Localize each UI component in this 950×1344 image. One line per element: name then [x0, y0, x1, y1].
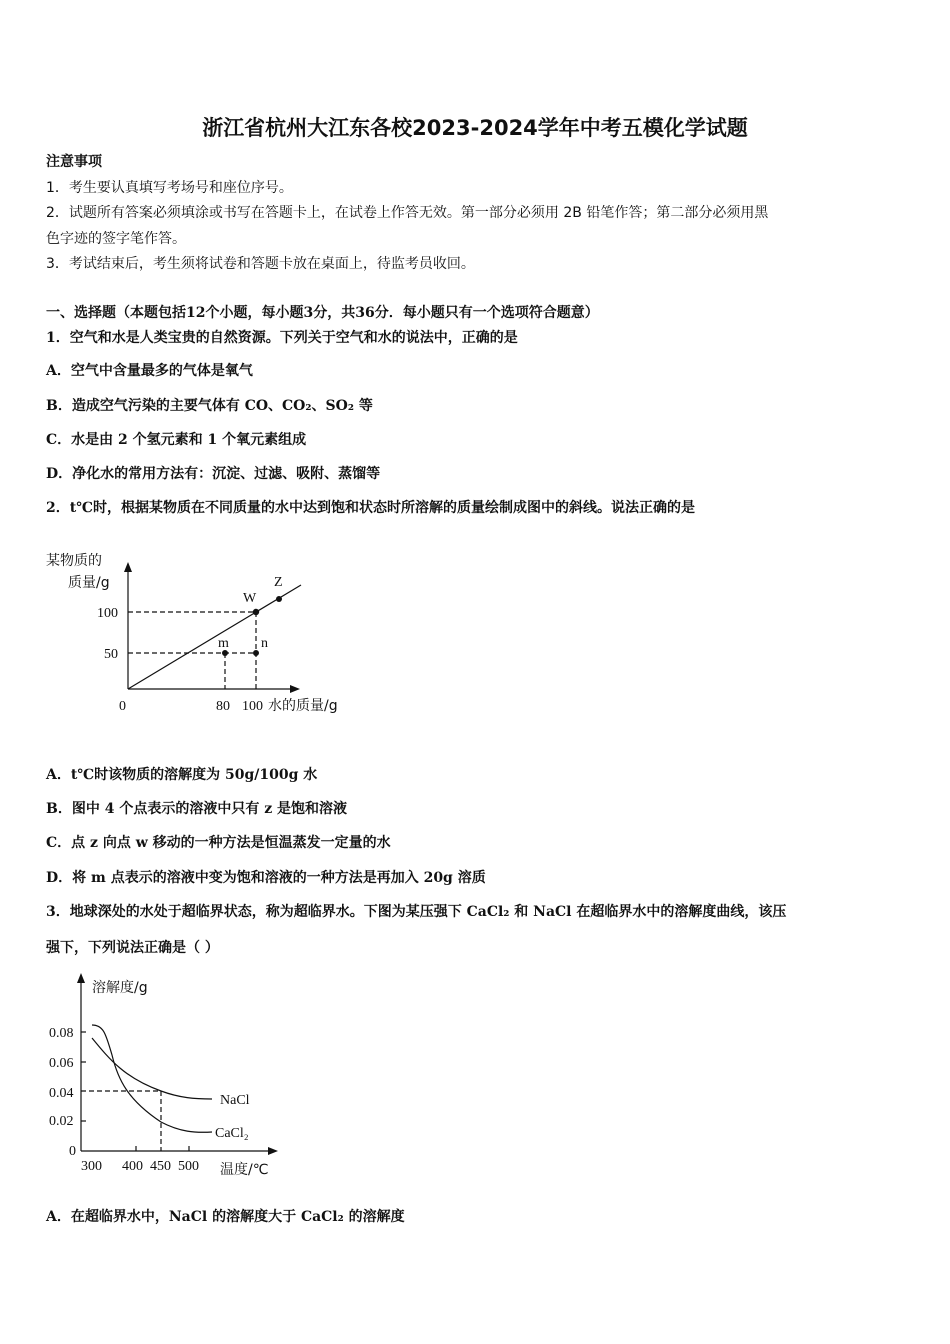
- point-label: W: [243, 591, 257, 606]
- y-tick: 0: [69, 1144, 76, 1159]
- question-3-stem: 3．地球深处的水处于超临界状态，称为超临界水。下图为某压强下 CaCl₂ 和 NaCl 在超临界水中的溶解度曲线，该压: [46, 904, 787, 920]
- y-axis-label: 质量/g: [68, 575, 110, 591]
- x-tick: 500: [178, 1159, 199, 1174]
- y-tick: 100: [97, 606, 118, 621]
- point-label: Z: [274, 575, 283, 590]
- series-label-nacl: NaCl: [220, 1093, 250, 1108]
- y-axis-label: 溶解度/g: [92, 980, 148, 996]
- cacl2-curve: [92, 1025, 212, 1132]
- question-2-option-c: C．点 z 向点 w 移动的一种方法是恒温蒸发一定量的水: [46, 835, 391, 851]
- notice-item: 1．考生要认真填写考场号和座位序号。: [46, 180, 293, 196]
- x-tick: 100: [242, 699, 263, 714]
- question-3-stem: 强下，下列说法正确是（ ）: [46, 940, 219, 956]
- x-tick: 80: [216, 699, 230, 714]
- x-tick: 450: [150, 1159, 171, 1174]
- x-tick: 300: [81, 1159, 102, 1174]
- x-axis-label: 温度/℃: [220, 1162, 269, 1178]
- y-tick: 0.06: [49, 1056, 74, 1071]
- question-2-option-b: B．图中 4 个点表示的溶液中只有 z 是饱和溶液: [46, 801, 348, 817]
- notice-item: 2．试题所有答案必须填涂或书写在答题卡上，在试卷上作答无效。第一部分必须用 2B 铅笔作答；第二部分必须用黑: [46, 205, 769, 221]
- y-tick: 0.02: [49, 1114, 74, 1129]
- question-2-option-a: A．t℃时该物质的溶解度为 50g/100g 水: [46, 767, 318, 783]
- y-tick: 50: [104, 647, 118, 662]
- question-1-option-a: A．空气中含量最多的气体是氧气: [46, 363, 253, 379]
- notice-heading: 注意事项: [46, 154, 102, 170]
- x-tick: 0: [119, 699, 126, 714]
- question-3-figure: [0, 970, 300, 1185]
- point-label: n: [261, 636, 268, 651]
- x-axis-label: 水的质量/g: [268, 698, 338, 714]
- x-tick: 400: [122, 1159, 143, 1174]
- section-heading: 一、选择题（本题包括12个小题，每小题3分，共36分．每小题只有一个选项符合题意）: [46, 305, 599, 321]
- series-label-cacl2: CaCl₂: [215, 1126, 249, 1141]
- y-tick: 0.08: [49, 1026, 74, 1041]
- question-2-stem: 2．t℃时，根据某物质在不同质量的水中达到饱和状态时所溶解的质量绘制成图中的斜线。说法正确的是: [46, 500, 695, 516]
- question-3-option-a: A．在超临界水中，NaCl 的溶解度大于 CaCl₂ 的溶解度: [46, 1209, 405, 1225]
- question-1-option-c: C．水是由 2 个氢元素和 1 个氧元素组成: [46, 432, 307, 448]
- question-2-figure: [0, 540, 400, 720]
- notice-item: 3．考试结束后，考生须将试卷和答题卡放在桌面上，待监考员收回。: [46, 256, 475, 272]
- question-1-stem: 1．空气和水是人类宝贵的自然资源。下列关于空气和水的说法中，正确的是: [46, 330, 518, 346]
- notice-item: 色字迹的签字笔作答。: [46, 231, 186, 247]
- question-1-option-d: D．净化水的常用方法有：沉淀、过滤、吸附、蒸馏等: [46, 466, 381, 482]
- y-axis-label: 某物质的: [46, 553, 102, 569]
- point-label: m: [218, 636, 229, 651]
- question-1-option-b: B．造成空气污染的主要气体有 CO、CO₂、SO₂ 等: [46, 398, 373, 414]
- question-2-option-d: D．将 m 点表示的溶液中变为饱和溶液的一种方法是再加入 20g 溶质: [46, 870, 486, 886]
- y-tick: 0.04: [49, 1086, 74, 1101]
- page-title: 浙江省杭州大江东各校2023-2024学年中考五模化学试题: [202, 116, 748, 140]
